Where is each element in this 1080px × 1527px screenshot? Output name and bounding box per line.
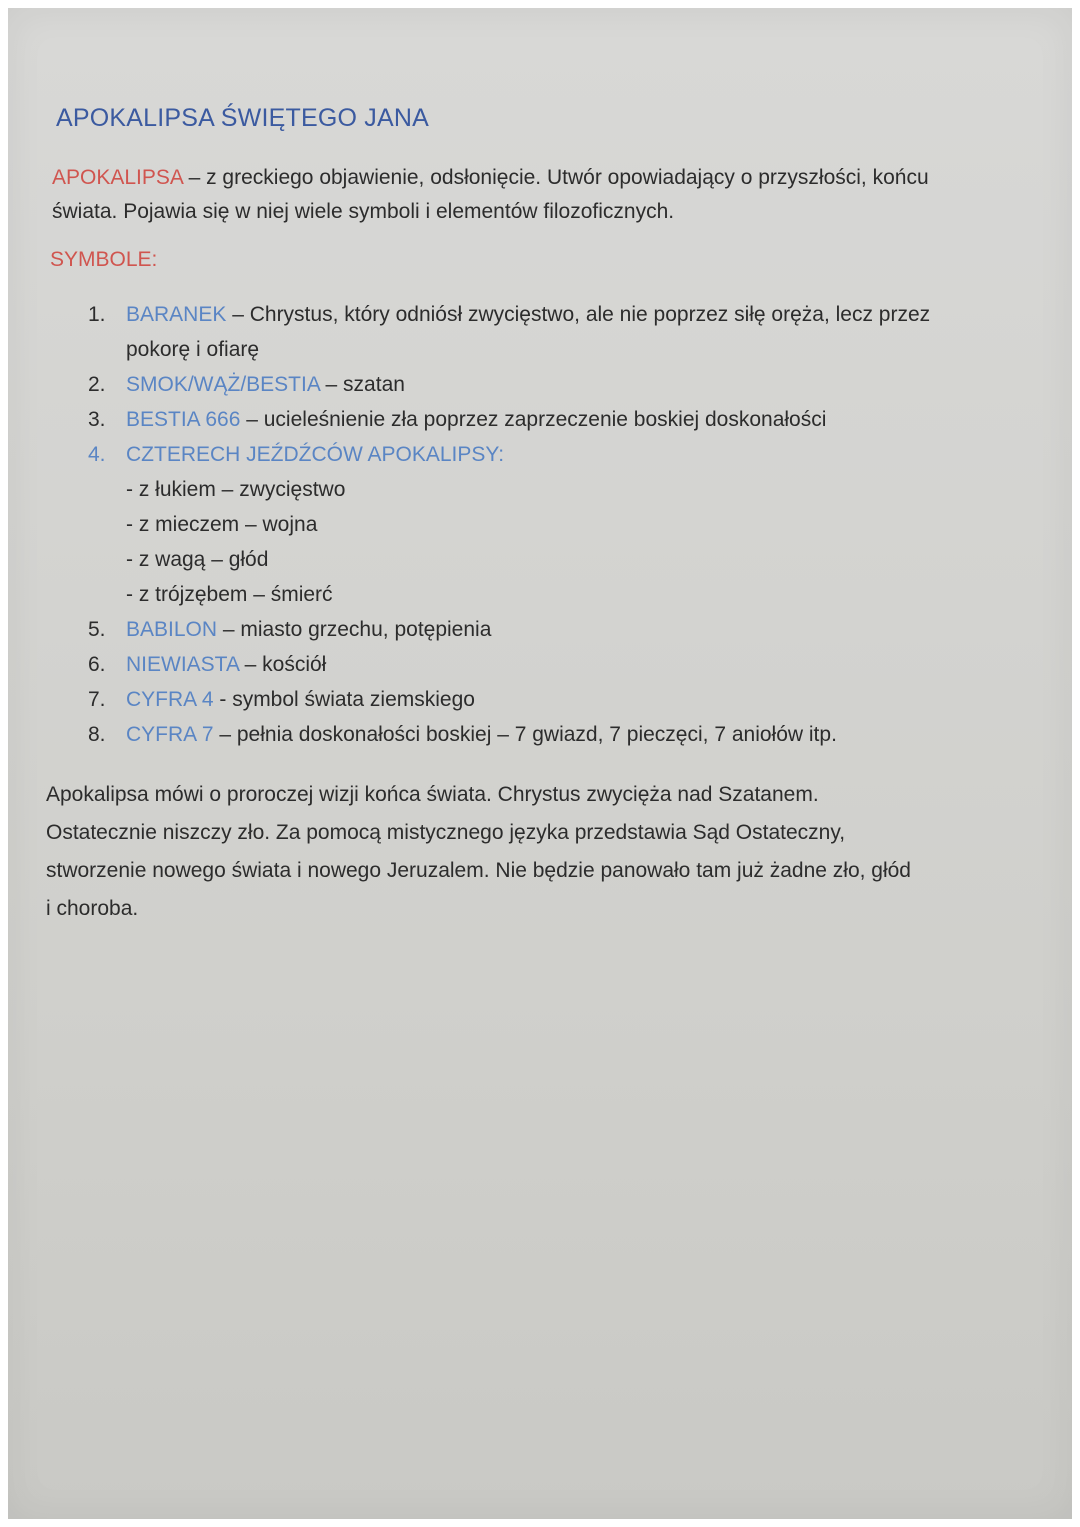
item-number: 7. <box>88 688 106 711</box>
item-term: NIEWIASTA <box>126 653 239 676</box>
item-desc: – kościół <box>238 653 327 676</box>
item-term: BESTIA 666 <box>126 408 241 431</box>
rider-item: - z trójzębem – śmierć <box>126 583 333 606</box>
summary-line: stworzenie nowego świata i nowego Jeruzalem. Nie będzie panowało tam już żadne zło, głód <box>46 859 911 882</box>
item-number: 1. <box>88 303 106 326</box>
list-item <box>78 402 1038 437</box>
summary-paragraph <box>46 776 1046 928</box>
item-desc: – szatan <box>319 373 405 396</box>
item-term: BABILON <box>126 618 218 641</box>
item-number: 5. <box>88 618 106 641</box>
item-number: 4. <box>88 443 106 466</box>
summary-line: i choroba. <box>46 897 139 920</box>
list-item <box>78 612 1038 647</box>
item-desc: – pełnia doskonałości boskiej – 7 gwiazd, 7 pieczęci, 7 aniołów itp. <box>213 723 837 746</box>
list-item <box>78 437 1038 472</box>
item-number: 3. <box>88 408 106 431</box>
riders-sublist <box>78 472 1038 612</box>
summary-line: Apokalipsa mówi o proroczej wizji końca świata. Chrystus zwycięża nad Szatanem. <box>46 783 819 806</box>
summary-line: Ostatecznie niszczy zło. Za pomocą mistycznego języka przedstawia Sąd Ostateczny, <box>46 821 846 844</box>
item-desc: - symbol świata ziemskiego <box>213 688 475 711</box>
item-number: 2. <box>88 373 106 396</box>
item-desc-continued: pokorę i ofiarę <box>126 338 260 361</box>
document-page <box>8 8 1072 1519</box>
item-number: 6. <box>88 653 106 676</box>
item-term: SMOK/WĄŻ/BESTIA <box>126 373 320 396</box>
item-term: CZTERECH JEŹDŹCÓW APOKALIPSY: <box>126 443 505 466</box>
intro-term: APOKALIPSA <box>52 166 183 189</box>
item-term: BARANEK <box>126 303 227 326</box>
intro-text-line-1: – z greckiego objawienie, odsłonięcie. Utwór opowiadający o przyszłości, końcu <box>182 166 929 189</box>
intro-text-line-2: świata. Pojawia się w niej wiele symboli i elementów filozoficznych. <box>52 200 675 223</box>
item-desc: – Chrystus, który odniósł zwycięstwo, ale nie poprzez siłę oręża, lecz przez <box>226 303 931 326</box>
list-item <box>78 297 1038 367</box>
rider-item: - z łukiem – zwycięstwo <box>126 478 346 501</box>
list-item <box>78 647 1038 682</box>
list-item <box>78 367 1038 402</box>
list-item <box>78 682 1038 717</box>
list-item <box>78 717 1038 752</box>
intro-paragraph <box>52 161 1032 229</box>
item-term: CYFRA 7 <box>126 723 214 746</box>
rider-item: - z mieczem – wojna <box>126 513 318 536</box>
item-term: CYFRA 4 <box>126 688 214 711</box>
item-desc: – miasto grzechu, potępienia <box>217 618 492 641</box>
intro-line-1 <box>52 161 1032 195</box>
symbols-list <box>78 297 1038 752</box>
rider-item: - z wagą – głód <box>126 548 269 571</box>
item-number: 8. <box>88 723 106 746</box>
item-desc: – ucieleśnienie zła poprzez zaprzeczenie boskiej doskonałości <box>240 408 827 431</box>
document-title: APOKALIPSA ŚWIĘTEGO JANA <box>56 104 429 132</box>
symbols-heading: SYMBOLE: <box>50 248 158 271</box>
